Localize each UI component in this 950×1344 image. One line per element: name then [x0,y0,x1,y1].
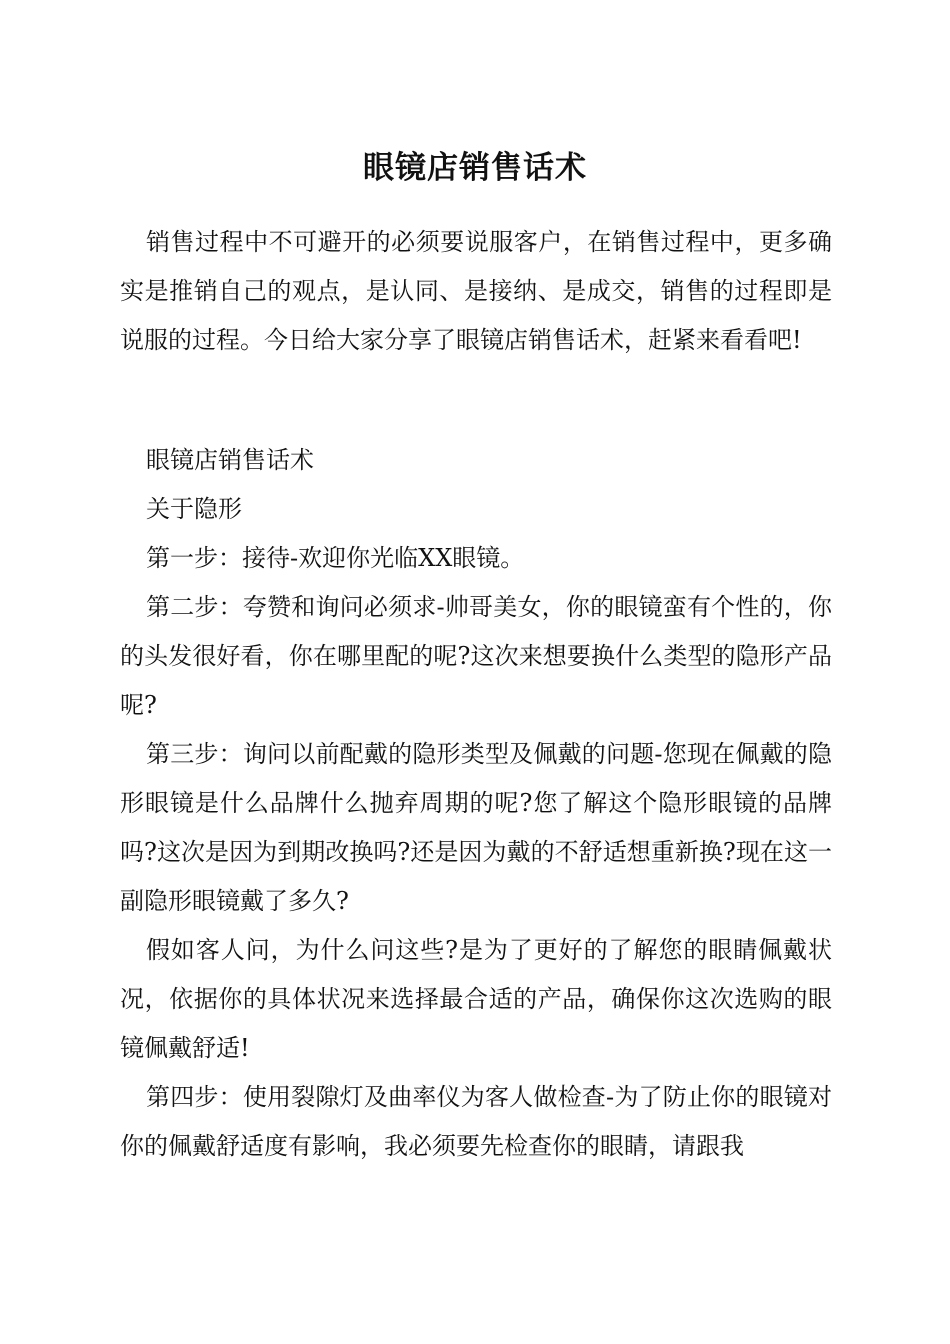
document-title: 眼镜店销售话术 [363,150,587,186]
document-body [120,218,832,1171]
step-1-paragraph: 第一步：接待-欢迎你光临XX眼镜。 [146,544,525,572]
intro-paragraph: 销售过程中不可避开的必须要说服客户，在销售过程中，更多确实是推销自己的观点，是认同、是接纳、是成交，销售的过程即是说服的过程。今日给大家分享了眼镜店销售话术，赶紧来看看吧! [120,228,832,354]
step-4-paragraph: 第四步：使用裂隙灯及曲率仪为客人做检查-为了防止你的眼镜对你的佩戴舒适度有影响，我必须要先检查你的眼睛，请跟我 [120,1083,832,1160]
step-3-paragraph: 第三步：询问以前配戴的隐形类型及佩戴的问题-您现在佩戴的隐形眼镜是什么品牌什么抛弃周期的呢?您了解这个隐形眼镜的品牌吗?这次是因为到期改换吗?还是因为戴的不舒适想重新换?现在这一副隐形眼镜戴了多久? [120,740,832,915]
customer-question-paragraph: 假如客人问，为什么问这些?是为了更好的了解您的眼睛佩戴状况，依据你的具体状况来选择最合适的产品，确保你这次选购的眼镜佩戴舒适! [120,936,832,1062]
subheading: 关于隐形 [146,495,242,523]
step-2-paragraph: 第二步：夸赞和询问必须求-帅哥美女，你的眼镜蛮有个性的，你的头发很好看，你在哪里配的呢?这次来想要换什么类型的隐形产品呢? [120,593,832,719]
section-heading: 眼镜店销售话术 [146,446,314,474]
paragraph-spacer [120,365,832,436]
